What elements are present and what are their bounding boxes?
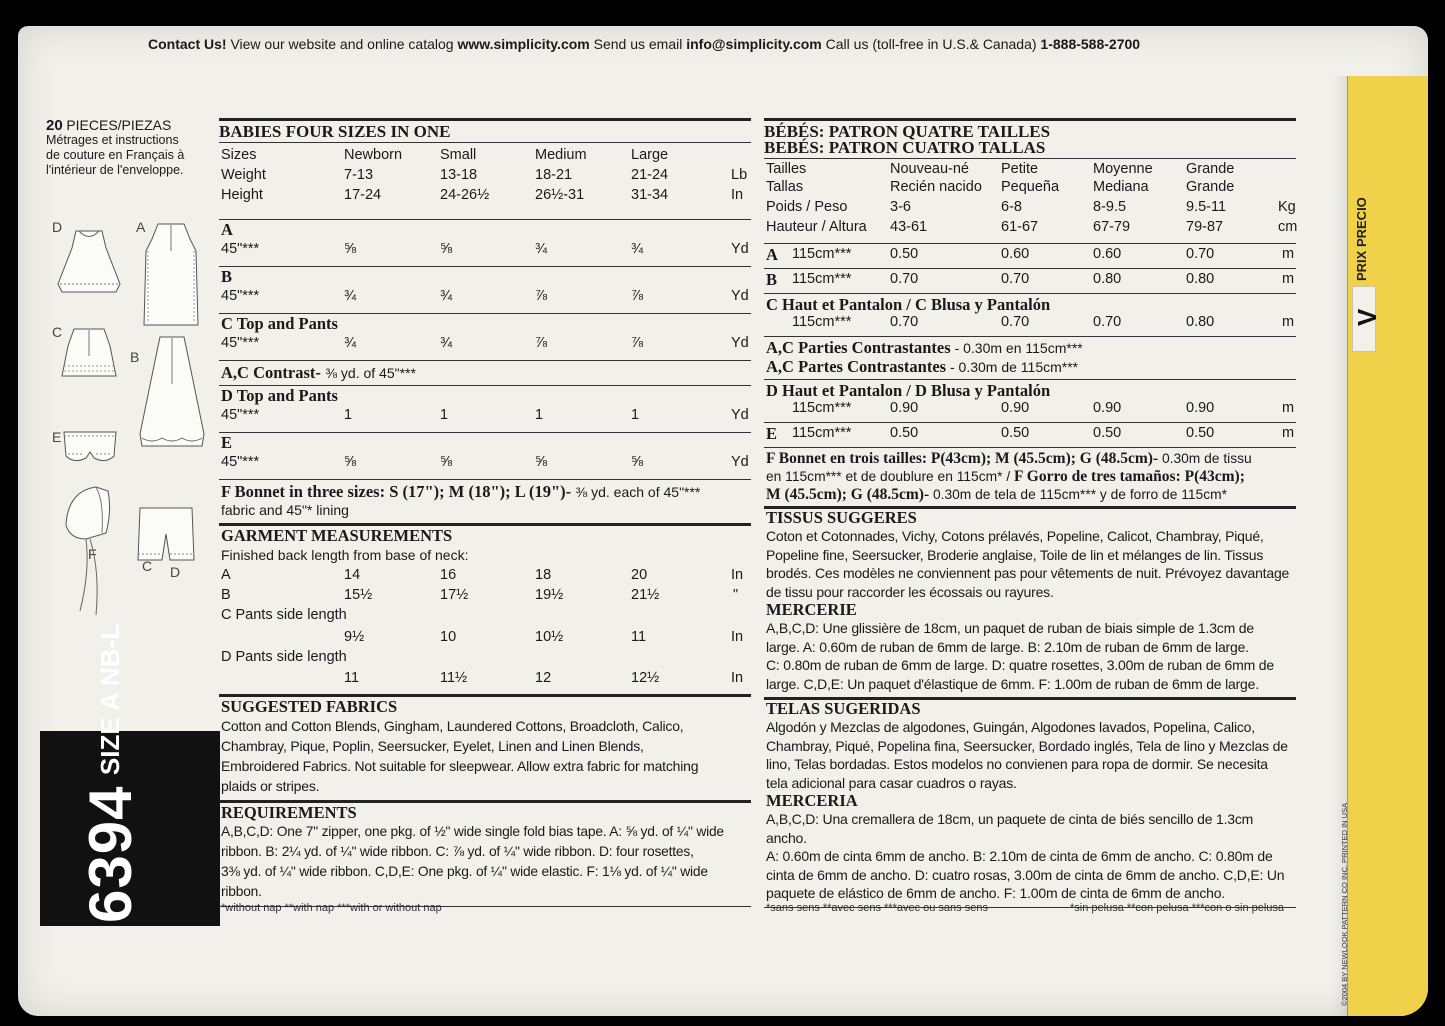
text-french-hdr2-4: Grande bbox=[1186, 179, 1235, 195]
english-footnote: *without nap **with nap ***with or without nap bbox=[221, 902, 442, 914]
text-english-height-4: 31-34 bbox=[631, 187, 669, 203]
text-english-req-lines-1: ribbon. B: 2¼ yd. of ¼" wide ribbon. C: ⅞ yd. of ¼" wide ribbon. D: four rosettes, bbox=[221, 844, 694, 859]
text-english-meas-c-4: In bbox=[731, 629, 744, 645]
text-english-views2-0-v-3: 1 bbox=[631, 407, 640, 423]
sketch-label-a: A bbox=[136, 219, 146, 235]
text-english-meas-a-5: In bbox=[731, 567, 744, 583]
text-french-hauteur-4: 79-87 bbox=[1186, 219, 1224, 235]
text-french-hdr1-2: Petite bbox=[1001, 161, 1039, 177]
metric-row-c bbox=[764, 294, 1296, 336]
view-a-dress-sketch bbox=[138, 221, 204, 331]
text-english-contrast-text: ⅜ yd. of 45"*** bbox=[325, 365, 416, 381]
metric-row-b bbox=[764, 269, 1296, 293]
text-english-views-2-v-2: ⅞ bbox=[535, 335, 548, 351]
text-english-meas-d-2: 12 bbox=[535, 670, 552, 686]
telas-title: TELAS SUGERIDAS bbox=[766, 699, 921, 718]
text-english-meas-a-2: 16 bbox=[440, 567, 457, 583]
text-french-contrast1-b: A,C Parties Contrastantes bbox=[766, 338, 951, 357]
text-french-row-d-1: 0.90 bbox=[890, 400, 919, 416]
phone-number: 1-888-588-2700 bbox=[1040, 36, 1141, 52]
contact-text-web: View our website and online catalog bbox=[230, 36, 454, 52]
contrast-row bbox=[219, 361, 751, 385]
text-english-height-3: 26½-31 bbox=[535, 187, 585, 203]
website-link[interactable]: www.simplicity.com bbox=[457, 36, 590, 52]
text-english-views-0-unit: Yd bbox=[731, 241, 749, 257]
text-french-row-d-5: m bbox=[1282, 400, 1295, 416]
text-english-views-0-v-3: ¾ bbox=[631, 241, 644, 257]
text-french-bonnet-l1b: F Bonnet en trois tailles: P(43cm); M (45.5cm); G (48.5cm)- bbox=[766, 450, 1159, 467]
text-english-meas-c-3: 11 bbox=[631, 629, 647, 645]
pattern-size-label: SIZE A NB-L bbox=[95, 623, 125, 776]
text-english-height-2: 24-26½ bbox=[440, 187, 490, 203]
text-french-row-a-0: A bbox=[766, 245, 778, 264]
price-label: PRIX PRECIO bbox=[1354, 197, 1369, 281]
english-column bbox=[219, 118, 751, 907]
text-english-height-1: 17-24 bbox=[344, 187, 382, 203]
text-english-fabrics-lines-3: plaids or stripes. bbox=[221, 778, 320, 794]
text-english-views-0-v-1: ⅝ bbox=[440, 241, 453, 257]
text-french-hauteur-2: 61-67 bbox=[1001, 219, 1039, 235]
text-french-row-d-0: 115cm*** bbox=[792, 400, 852, 416]
text-french-row-c-4: 0.80 bbox=[1186, 314, 1215, 330]
tissus-text bbox=[764, 527, 1296, 601]
telas-text bbox=[764, 718, 1296, 792]
text-french-contrast2-b: A,C Partes Contrastantes bbox=[766, 357, 947, 376]
french-spanish-column bbox=[764, 118, 1296, 908]
pieces-info bbox=[46, 118, 226, 178]
spanish-title: BEBÉS: PATRON CUATRO TALLAS bbox=[764, 138, 1046, 157]
text-english-meas-a-1: 14 bbox=[344, 567, 361, 583]
text-french-row-a-2: 0.50 bbox=[890, 246, 919, 262]
text-french-row-b-4: 0.80 bbox=[1093, 271, 1122, 287]
pieces-count: 20 bbox=[46, 117, 63, 134]
text-french-hauteur-0: Hauteur / Altura bbox=[766, 219, 867, 235]
text-english-meas-a-0: A bbox=[221, 567, 231, 583]
bonnet-row bbox=[219, 480, 751, 521]
yardage-row-a bbox=[219, 220, 751, 266]
text-french-tissus-lines-1: Popeline fine, Seersucker, Broderie anglaise, Toile de lin et mélanges de lin. Tissus bbox=[766, 546, 1264, 563]
envelope-flap bbox=[1347, 76, 1428, 1016]
contact-text-phone: Call us (toll-free in U.S.& Canada) bbox=[825, 36, 1037, 52]
text-french-row-a-5: 0.70 bbox=[1186, 246, 1215, 262]
text-english-c-pants: C Pants side length bbox=[221, 607, 347, 623]
text-english-weight-2: 13-18 bbox=[440, 167, 478, 183]
text-french-tissus-lines-0: Coton et Cotonnades, Vichy, Cotons prélavés, Popeline, Calicot, Chambray, Piqué, bbox=[766, 528, 1264, 544]
text-english-views-1-v-2: ⅞ bbox=[535, 288, 548, 304]
text-french-hdr1-3: Moyenne bbox=[1093, 161, 1153, 177]
text-french-bonnet-l3: 0.30m de tela de 115cm*** y de forro de 115cm* bbox=[929, 487, 1227, 502]
text-english-views-0-fabric: 45"*** bbox=[221, 241, 260, 257]
text-english-weight-0: Weight bbox=[221, 167, 266, 183]
text-english-views2-1-v-3: ⅝ bbox=[631, 454, 644, 470]
mercerie-text bbox=[764, 619, 1296, 693]
text-english-req-lines-0: A,B,C,D: One 7" zipper, one pkg. of ½" wide single fold bias tape. A: ⅝ yd. of ¼" wide bbox=[221, 824, 724, 839]
french-note-3: l'intérieur de l'enveloppe. bbox=[46, 163, 184, 177]
text-english-size-header-4: Large bbox=[631, 147, 669, 163]
text-english-height-5: In bbox=[731, 187, 744, 203]
text-french-row-e-4: 0.50 bbox=[1093, 425, 1122, 441]
merceria-text bbox=[764, 810, 1296, 903]
text-english-fabrics-lines-0: Cotton and Cotton Blends, Gingham, Laundered Cottons, Broadcloth, Calico, bbox=[221, 718, 684, 734]
text-english-views2-1-v-2: ⅝ bbox=[535, 454, 548, 470]
text-english-views-0-name: A bbox=[221, 220, 233, 239]
metric-row-d bbox=[764, 380, 1296, 422]
garment-title: GARMENT MEASUREMENTS bbox=[221, 526, 453, 545]
text-french-telas-lines-1: Chambray, Piqué, Popelina fina, Seersucker, Bordado inglés, Tela de lino y Mezclas de bbox=[766, 737, 1288, 754]
text-french-hdr1-1: Nouveau-né bbox=[890, 161, 969, 177]
text-english-meas-b-3: 19½ bbox=[535, 587, 564, 603]
requirements-text bbox=[219, 822, 751, 902]
text-english-views2-1-name: E bbox=[221, 433, 233, 452]
merceria-title: MERCERIA bbox=[766, 791, 858, 810]
text-english-meas-d-4: In bbox=[731, 670, 744, 686]
metric-row-a bbox=[764, 244, 1296, 268]
text-english-views2-1-v-0: ⅝ bbox=[344, 454, 357, 470]
text-english-weight-1: 7-13 bbox=[344, 167, 374, 183]
text-english-meas-c-1: 10 bbox=[440, 629, 457, 645]
text-english-meas-a-4: 20 bbox=[631, 567, 648, 583]
text-english-d-pants: D Pants side length bbox=[221, 649, 347, 665]
spanish-footnote: *sin pelusa **con pelusa ***con o sin pelusa bbox=[1070, 902, 1285, 914]
text-french-row-b-0: B bbox=[766, 270, 778, 289]
text-french-telas-lines-2: lino, Telas bordadas. Estos modelos no convienen para ropa de dormir. Se necesita bbox=[766, 756, 1268, 772]
text-french-poids-2: 6-8 bbox=[1001, 199, 1022, 215]
email-link[interactable]: info@simplicity.com bbox=[686, 36, 822, 52]
text-english-weight-5: Lb bbox=[731, 167, 748, 183]
text-french-row-b-2: 0.70 bbox=[890, 271, 919, 287]
text-french-tissus-lines-2: brodés. Ces modèles ne conviennent pas pour vêtements de nuit. Prévoyez davantage bbox=[766, 565, 1290, 581]
text-french-row-a-1: 115cm*** bbox=[792, 246, 852, 262]
text-french-bonnet-l1: 0.30m de tissu bbox=[1158, 451, 1252, 466]
text-french-hdr1-0: Tailles bbox=[766, 161, 807, 177]
text-english-meas-d-0: 11 bbox=[344, 670, 360, 686]
text-english-views-1-name: B bbox=[221, 267, 233, 286]
text-french-mercerie-lines-3: large. C,D,E: Un paquet d'élastique de 6mm. F: 1.00m de ruban de 6mm de large. bbox=[766, 675, 1259, 692]
text-french-row-e-5: 0.50 bbox=[1186, 425, 1215, 441]
text-french-poids-3: 8-9.5 bbox=[1093, 199, 1127, 215]
text-french-row-c-3: 0.70 bbox=[1093, 314, 1122, 330]
text-english-req-lines-2: 3⅜ yd. of ¼" wide ribbon. C,D,E: One pkg. of ¼" wide elastic. F: 1⅛ yd. of ¼" wide ribbon. bbox=[221, 864, 708, 899]
text-french-telas-lines-3: tela adicional para casar cuadros o rayas. bbox=[766, 774, 1017, 791]
text-english-views-2-unit: Yd bbox=[731, 335, 749, 351]
text-english-meas-b-1: 15½ bbox=[344, 587, 373, 603]
view-d-top-sketch bbox=[54, 226, 124, 298]
text-french-row-b-6: m bbox=[1282, 271, 1295, 287]
text-english-meas-c-0: 9½ bbox=[344, 629, 365, 645]
contact-text-email: Send us email bbox=[593, 36, 683, 52]
sketch-label-c: C bbox=[52, 324, 63, 340]
text-english-size-header-0: Sizes bbox=[221, 147, 257, 163]
text-french-merceria-lines-1: A: 0.60m de cinta 6mm de ancho. B: 2.10m de cinta de 6mm de ancho. C: 0.80m de bbox=[766, 848, 1273, 864]
yardage-row-c bbox=[219, 314, 751, 360]
view-f-bonnet-sketch bbox=[56, 481, 120, 621]
text-english-views2-0-v-0: 1 bbox=[344, 407, 353, 423]
text-french-row-d-3: 0.90 bbox=[1093, 400, 1122, 416]
fabrics-text bbox=[219, 716, 751, 796]
yardage-row-b bbox=[219, 267, 751, 313]
text-french-row-b-5: 0.80 bbox=[1186, 271, 1215, 287]
tissus-title: TISSUS SUGGERES bbox=[766, 508, 917, 527]
text-english-meas-b-2: 17½ bbox=[440, 587, 469, 603]
text-english-weight-4: 21-24 bbox=[631, 167, 669, 183]
text-english-views-1-unit: Yd bbox=[731, 288, 749, 304]
text-english-views-2-v-1: ¾ bbox=[440, 335, 453, 351]
text-french-hauteur-5: cm bbox=[1278, 219, 1298, 235]
text-french-hdr2-2: Pequeña bbox=[1001, 179, 1060, 195]
text-french-mercerie-lines-1: large. A: 0.60m de ruban de 6mm de large. B: 2.10m de ruban de 6mm de large. bbox=[766, 638, 1249, 655]
english-title: BABIES FOUR SIZES IN ONE bbox=[219, 122, 451, 141]
text-french-hauteur-1: 43-61 bbox=[890, 219, 928, 235]
text-french-merceria-lines-0: A,B,C,D: Una cremallera de 18cm, un paquete de cinta de biés sencillo de 1.3cm ancho. bbox=[766, 811, 1254, 846]
text-french-merceria-lines-3: paquete de elástico de 6mm de ancho. F: 1.00m de cinta de 6mm de ancho. bbox=[766, 885, 1225, 901]
yardage-row-e bbox=[219, 433, 751, 479]
text-english-fabrics-lines-2: Embroidered Fabrics. Not suitable for sleepwear. Allow extra fabric for matching bbox=[221, 758, 699, 774]
text-french-tissus-lines-3: de tissu pour raccorder les écossais ou rayures. bbox=[766, 583, 1054, 600]
text-french-poids-0: Poids / Peso bbox=[766, 199, 848, 215]
text-french-contrast1: - 0.30m en 115cm*** bbox=[954, 340, 1083, 356]
text-french-hdr2-0: Tallas bbox=[766, 179, 804, 195]
text-french-row-d-4: 0.90 bbox=[1186, 400, 1215, 416]
text-english-views2-0-name: D Top and Pants bbox=[221, 386, 338, 405]
text-english-size-header-2: Small bbox=[440, 147, 477, 163]
french-footnote: *sans sens **avec sens ***avec ou sans sens bbox=[766, 902, 988, 914]
text-english-views-2-name: C Top and Pants bbox=[221, 314, 338, 333]
text-english-meas-d-1: 11½ bbox=[440, 670, 468, 686]
text-english-views-2-fabric: 45"*** bbox=[221, 335, 260, 351]
pattern-number-block bbox=[40, 623, 220, 926]
text-french-hdr2-3: Mediana bbox=[1093, 179, 1149, 195]
text-english-size-header-1: Newborn bbox=[344, 147, 403, 163]
text-french-hdr2-1: Recién nacido bbox=[890, 179, 982, 195]
garment-measurements bbox=[219, 545, 751, 690]
text-french-row-e-2: 0.50 bbox=[890, 425, 919, 441]
french-note-1: Métrages et instructions bbox=[46, 133, 179, 147]
text-french-row-c-5: m bbox=[1282, 314, 1295, 330]
text-french-poids-5: Kg bbox=[1278, 199, 1296, 215]
text-french-bonnet-l2b: F Gorro de tres tamaños: P(43cm); bbox=[1014, 468, 1245, 485]
sketch-label-d2: D bbox=[170, 564, 181, 580]
text-french-row-a-6: m bbox=[1282, 246, 1295, 262]
text-english-views2-0-v-1: 1 bbox=[440, 407, 449, 423]
text-english-meas-b-4: 21½ bbox=[631, 587, 660, 603]
text-french-row-e-6: m bbox=[1282, 425, 1295, 441]
text-english-views-1-v-1: ¾ bbox=[440, 288, 453, 304]
text-french-row-c-2: 0.70 bbox=[1001, 314, 1030, 330]
text-french-poids-4: 9.5-11 bbox=[1186, 199, 1227, 215]
text-french-telas-lines-0: Algodón y Mezclas de algodones, Guingán, Algodones lavados, Popelina, Calico, bbox=[766, 719, 1255, 735]
pattern-number: 6394 bbox=[77, 785, 144, 923]
size-chart bbox=[219, 143, 751, 219]
text-french-mercerie-lines-0: A,B,C,D: Une glissière de 18cm, un paquet de ruban de biais simple de 1.3cm de bbox=[766, 620, 1254, 636]
metric-contrast-rows bbox=[764, 337, 1296, 379]
text-french-row-d-2: 0.90 bbox=[1001, 400, 1030, 416]
text-english-views-0-v-0: ⅝ bbox=[344, 241, 357, 257]
text-english-views-1-fabric: 45"*** bbox=[221, 288, 260, 304]
sketch-label-d: D bbox=[52, 219, 63, 235]
text-english-meas-b-5: " bbox=[733, 587, 739, 603]
text-french-row-a-4: 0.60 bbox=[1093, 246, 1122, 262]
pieces-label: PIECES/PIEZAS bbox=[66, 117, 172, 133]
text-english-views2-1-unit: Yd bbox=[731, 454, 749, 470]
text-french-mercerie-lines-2: C: 0.80m de ruban de 6mm de large. D: quatre rosettes, 3.00m de ruban de 6mm de bbox=[766, 657, 1274, 673]
text-english-size-header-3: Medium bbox=[535, 147, 587, 163]
french-note-2: de couture en Français à bbox=[46, 148, 185, 162]
text-english-height-0: Height bbox=[221, 187, 263, 203]
text-english-views-1-v-0: ¾ bbox=[344, 288, 357, 304]
text-french-row-e-0: E bbox=[766, 424, 778, 443]
sketch-label-b: B bbox=[130, 349, 140, 365]
text-english-views-2-v-3: ⅞ bbox=[631, 335, 644, 351]
metric-bonnet-row bbox=[764, 448, 1296, 506]
text-english-views-2-v-0: ¾ bbox=[344, 335, 357, 351]
contact-label: Contact Us! bbox=[148, 36, 227, 52]
view-c-top-sketch bbox=[54, 326, 124, 386]
text-french-row-b-1: 115cm*** bbox=[792, 271, 852, 287]
text-english-meas-d-3: 12½ bbox=[631, 670, 660, 686]
text-english-weight-3: 18-21 bbox=[535, 167, 573, 183]
text-french-row-e-3: 0.50 bbox=[1001, 425, 1030, 441]
text-english-views2-1-fabric: 45"*** bbox=[221, 454, 260, 470]
fabrics-title: SUGGESTED FABRICS bbox=[221, 697, 398, 716]
text-english-bonnet-text: ⅜ yd. each of 45"*** bbox=[575, 484, 701, 500]
text-french-row-a-3: 0.60 bbox=[1001, 246, 1030, 262]
text-english-meas-c-2: 10½ bbox=[535, 629, 564, 645]
sketch-label-c2: C bbox=[142, 558, 153, 574]
metric-row-e bbox=[764, 423, 1296, 447]
text-french-bonnet-l3b: M (45.5cm); G (48.5cm)- bbox=[766, 486, 930, 503]
metric-size-chart bbox=[764, 159, 1296, 243]
text-french-row-c-0: 115cm*** bbox=[792, 314, 852, 330]
view-e-bloomers-sketch bbox=[60, 426, 120, 468]
text-english-fabrics-lines-1: Chambray, Pique, Poplin, Seersucker, Eyelet, Linen and Linen Blends, bbox=[221, 738, 644, 754]
text-french-hauteur-3: 67-79 bbox=[1093, 219, 1131, 235]
text-english-views-1-v-3: ⅞ bbox=[631, 288, 644, 304]
view-b-dress-sketch bbox=[134, 334, 210, 454]
french-title: BÉBÉS: PATRON QUATRE TAILLES bbox=[764, 122, 1051, 141]
text-english-meas-b-0: B bbox=[221, 587, 231, 603]
text-english-views2-0-fabric: 45"*** bbox=[221, 407, 260, 423]
text-french-row-e-1: 115cm*** bbox=[792, 425, 852, 441]
text-french-poids-1: 3-6 bbox=[890, 199, 911, 215]
text-english-meas-a-3: 18 bbox=[535, 567, 552, 583]
text-french-row-b-3: 0.70 bbox=[1001, 271, 1030, 287]
text-english-bonnet-bold: F Bonnet in three sizes: S (17"); M (18"); L (19")- bbox=[221, 482, 572, 501]
text-english-contrast-label: A,C Contrast- bbox=[221, 363, 321, 382]
text-english-views-0-v-2: ¾ bbox=[535, 241, 548, 257]
text-french-d-title: D Haut et Pantalon / D Blusa y Pantalón bbox=[766, 381, 1051, 400]
text-french-row-c-1: 0.70 bbox=[890, 314, 919, 330]
sketch-label-f: F bbox=[88, 546, 97, 562]
text-french-hdr1-4: Grande bbox=[1186, 161, 1235, 177]
text-english-views2-1-v-1: ⅝ bbox=[440, 454, 453, 470]
brand-v-mark: V bbox=[1352, 308, 1382, 326]
text-english-views2-0-unit: Yd bbox=[731, 407, 749, 423]
text-french-bonnet-l2a: en 115cm*** et de doublure en 115cm* / bbox=[766, 469, 1014, 484]
requirements-title: REQUIREMENTS bbox=[221, 803, 357, 822]
contact-line bbox=[148, 36, 1140, 52]
text-french-c-title: C Haut et Pantalon / C Blusa y Pantalón bbox=[766, 295, 1051, 314]
text-french-merceria-lines-2: cinta de 6mm de ancho. D: cuatro rosas, 3.00m de cinta de 6mm de ancho. C,D,E: Un bbox=[766, 866, 1285, 883]
text-english-views2-0-v-2: 1 bbox=[535, 407, 544, 423]
sketch-label-e: E bbox=[52, 429, 62, 445]
yardage-row-d bbox=[219, 386, 751, 432]
text-english-finished: Finished back length from base of neck: bbox=[221, 547, 469, 563]
mercerie-title: MERCERIE bbox=[766, 600, 857, 619]
text-english-bonnet-text2: fabric and 45"* lining bbox=[221, 502, 349, 518]
pattern-envelope-back bbox=[18, 26, 1428, 1016]
text-french-contrast2: - 0.30m de 115cm*** bbox=[949, 359, 1079, 375]
